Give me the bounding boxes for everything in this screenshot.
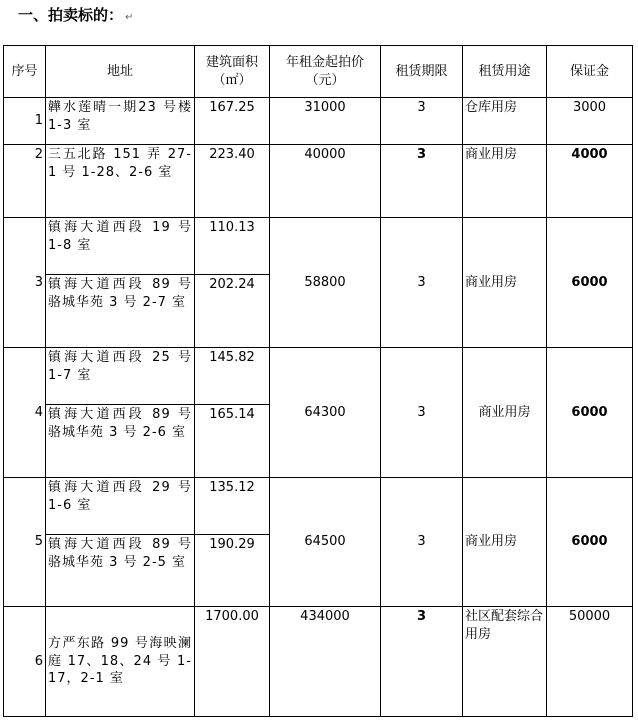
header-address: 地址 — [46, 46, 195, 98]
row-6-use: 社区配套综合用房 — [463, 607, 547, 717]
row-4-address-a: 镇海大道西段 25 号 1-7 室 — [46, 348, 195, 405]
table-row — [4, 607, 633, 717]
table-row — [4, 218, 633, 275]
row-1-area: 167.25 — [195, 98, 270, 145]
row-3-area-b: 202.24 — [195, 275, 270, 348]
row-4-price: 64300 — [270, 348, 381, 478]
table-row — [4, 348, 633, 405]
row-3-seq: 3 — [4, 218, 46, 348]
row-2-area: 223.40 — [195, 145, 270, 218]
section-heading: 一、拍卖标的： ↵ — [18, 6, 134, 24]
row-3-area-a: 110.13 — [195, 218, 270, 275]
row-5-use: 商业用房 — [463, 478, 547, 607]
table-row — [4, 478, 633, 535]
row-6-area: 1700.00 — [195, 607, 270, 717]
row-4-use: 商业用房 — [463, 348, 547, 478]
row-4-address-b: 镇海大道西段 89 号 骆城华苑 3 号 2-6 室 — [46, 405, 195, 478]
row-5-area-b: 190.29 — [195, 535, 270, 607]
row-2-price: 40000 — [270, 145, 381, 218]
row-5-term: 3 — [381, 478, 463, 607]
row-5-area-a: 135.12 — [195, 478, 270, 535]
row-4-term: 3 — [381, 348, 463, 478]
row-2-deposit: 4000 — [547, 145, 633, 218]
row-5-deposit: 6000 — [547, 478, 633, 607]
row-6-seq: 6 — [4, 607, 46, 717]
table-row — [4, 145, 633, 218]
row-6-deposit: 50000 — [547, 607, 633, 717]
row-2-address: 三五北路 151 弄 27-1 号 1-28、2-6 室 — [46, 145, 195, 218]
row-4-deposit: 6000 — [547, 348, 633, 478]
row-1-use: 仓库用房 — [463, 98, 547, 145]
row-1-deposit: 3000 — [547, 98, 633, 145]
table-header-row — [4, 46, 633, 98]
header-use: 租赁用途 — [463, 46, 547, 98]
row-3-deposit: 6000 — [547, 218, 633, 348]
row-1-address: 韡水莲晴一期23 号楼 1-3 室 — [46, 98, 195, 145]
row-4-seq: 4 — [4, 348, 46, 478]
row-6-term: 3 — [381, 607, 463, 717]
row-3-use: 商业用房 — [463, 218, 547, 348]
row-5-seq: 5 — [4, 478, 46, 607]
row-4-area-a: 145.82 — [195, 348, 270, 405]
row-5-price: 64500 — [270, 478, 381, 607]
row-3-term: 3 — [381, 218, 463, 348]
row-2-term: 3 — [381, 145, 463, 218]
header-term: 租赁期限 — [381, 46, 463, 98]
header-seq: 序号 — [4, 46, 46, 98]
row-5-address-b: 镇海大道西段 89 号 骆城华苑 3 号 2-5 室 — [46, 535, 195, 607]
header-area: 建筑面积（㎡） — [195, 46, 270, 98]
header-price: 年租金起拍价（元） — [270, 46, 381, 98]
row-1-seq: 1 — [4, 98, 46, 145]
auction-lot-table — [3, 45, 633, 717]
row-2-use: 商业用房 — [463, 145, 547, 218]
row-3-price: 58800 — [270, 218, 381, 348]
row-6-price: 434000 — [270, 607, 381, 717]
row-3-address-a: 镇海大道西段 19 号 1-8 室 — [46, 218, 195, 275]
table-row — [4, 98, 633, 145]
row-6-address: 方严东路 99 号海映澜庭 17、18、24 号 1-17，2-1 室 — [46, 607, 195, 717]
row-2-seq: 2 — [4, 145, 46, 218]
row-5-address-a: 镇海大道西段 29 号 1-6 室 — [46, 478, 195, 535]
row-4-area-b: 165.14 — [195, 405, 270, 478]
row-3-address-b: 镇海大道西段 89 号 骆城华苑 3 号 2-7 室 — [46, 275, 195, 348]
header-deposit: 保证金 — [547, 46, 633, 98]
row-1-term: 3 — [381, 98, 463, 145]
row-1-price: 31000 — [270, 98, 381, 145]
